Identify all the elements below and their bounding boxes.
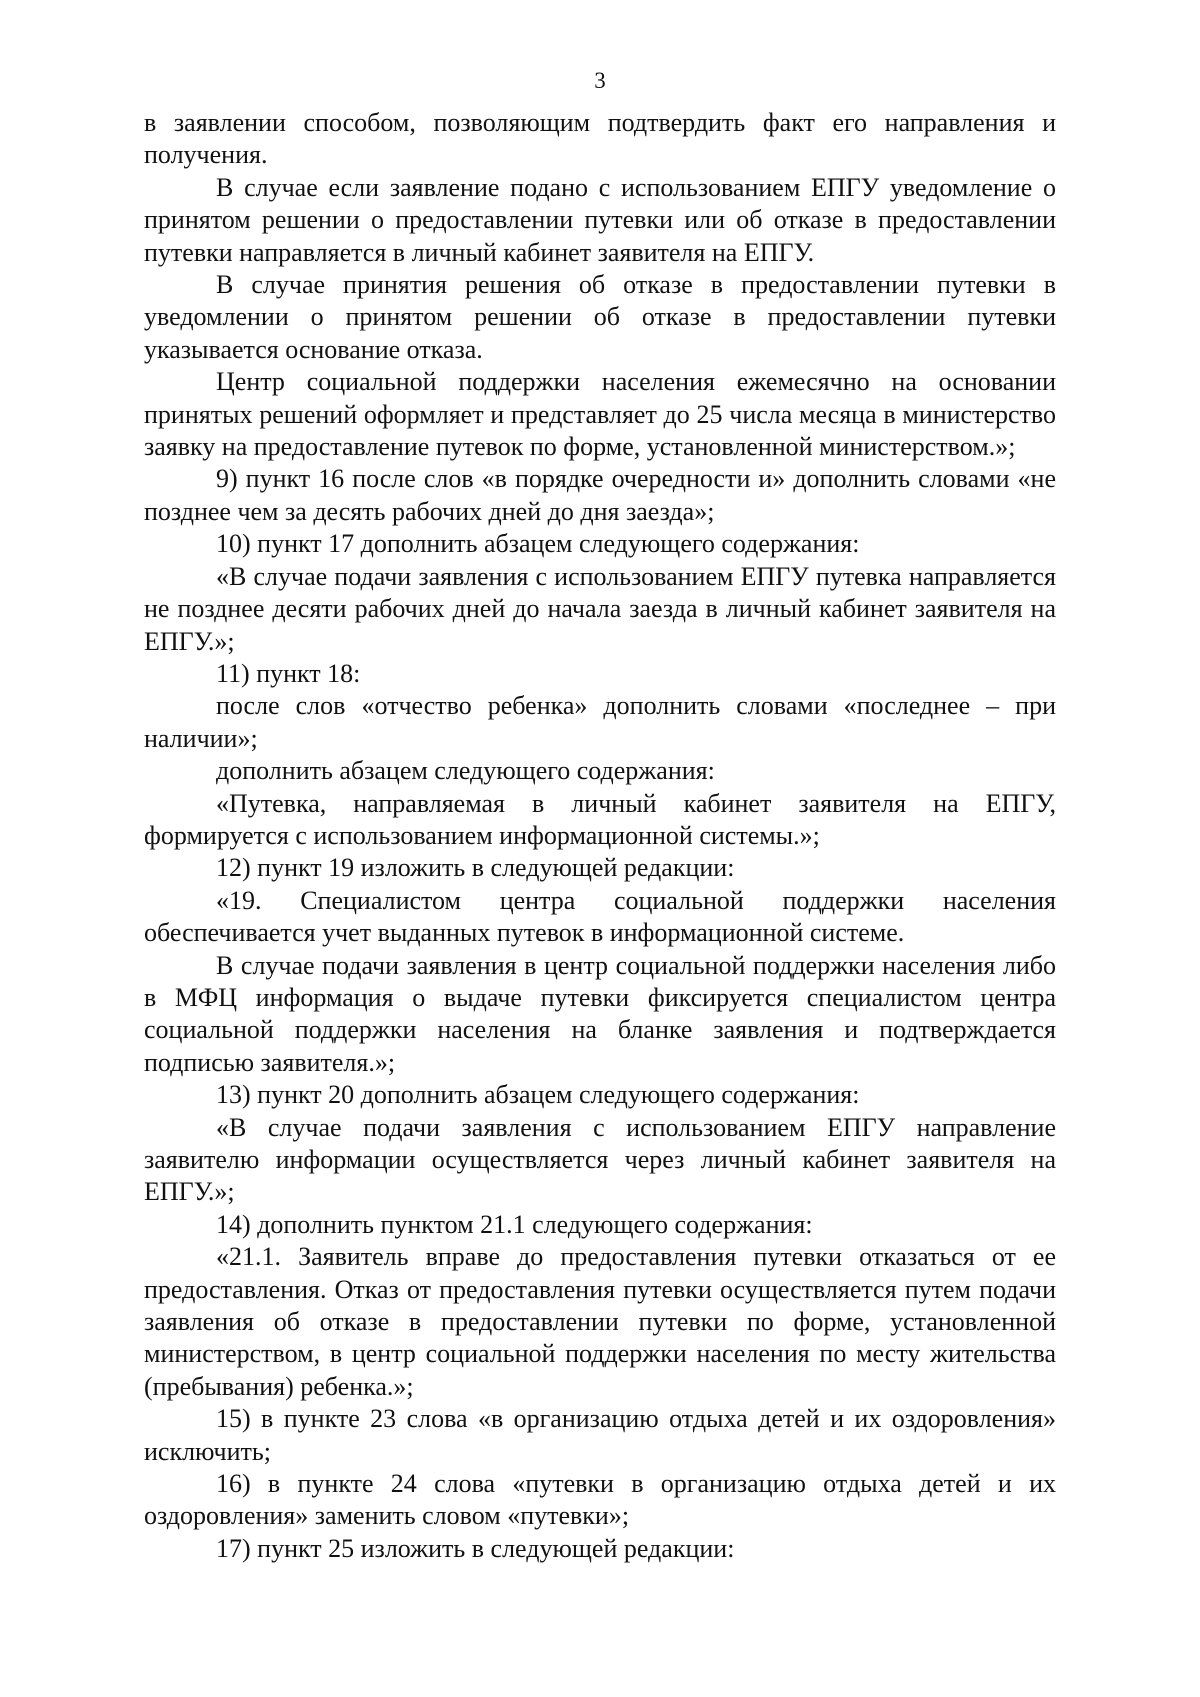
paragraph: В случае если заявление подано с использованием ЕПГУ уведомление о принятом решении о предоставлении путевки или об отказе в предоставлении путевки направляется в личный кабинет заявителя на ЕПГУ. — [144, 172, 1056, 267]
paragraph: 10) пункт 17 дополнить абзацем следующего содержания: — [216, 529, 860, 559]
paragraph: 11) пункт 18: — [216, 658, 361, 688]
paragraph: «21.1. Заявитель вправе до предоставления путевки отказаться от ее предоставления. Отказ от предоставления путевки осуществляется путем подачи заявления об отказе в предоставлении путевки по форме, установленной министерством, в центр социальной поддержки населения по месту жительства (пребывания) ребенка.»; — [144, 1242, 1056, 1401]
paragraph: В случае подачи заявления в центр социальной поддержки населения либо в МФЦ информация о выдаче путевки фиксируется специалистом центра социальной поддержки населения на бланке заявления и подтверждается подписью заявителя.»; — [144, 950, 1056, 1077]
paragraph: «В случае подачи заявления с использованием ЕПГУ путевка направляется не позднее десяти рабочих дней до начала заезда в личный кабинет заявителя на ЕПГУ.»; — [144, 561, 1056, 656]
paragraph: дополнить абзацем следующего содержания: — [216, 756, 715, 786]
paragraph: «В случае подачи заявления с использованием ЕПГУ направление заявителю информации осуществляется через личный кабинет заявителя на ЕПГУ.»; — [144, 1112, 1056, 1207]
paragraph: 14) дополнить пунктом 21.1 следующего содержания: — [216, 1209, 813, 1239]
paragraph: 17) пункт 25 изложить в следующей редакции: — [216, 1533, 735, 1563]
paragraph: 12) пункт 19 изложить в следующей редакции: — [216, 853, 735, 883]
document-body — [144, 107, 1056, 1565]
paragraph: 9) пункт 16 после слов «в порядке очередности и» дополнить словами «не позднее чем за десять рабочих дней до дня заезда»; — [144, 464, 1056, 526]
paragraph: в заявлении способом, позволяющим подтвердить факт его направления и получения. — [144, 108, 1056, 170]
paragraph: 16) в пункте 24 слова «путевки в организацию отдыха детей и их оздоровления» заменить словом «путевки»; — [144, 1469, 1056, 1531]
paragraph: после слов «отчество ребенка» дополнить словами «последнее – при наличии»; — [144, 691, 1056, 753]
paragraph: «Путевка, направляемая в личный кабинет заявителя на ЕПГУ, формируется с использованием информационной системы.»; — [144, 788, 1056, 850]
paragraph: 13) пункт 20 дополнить абзацем следующего содержания: — [216, 1080, 860, 1110]
paragraph: 15) в пункте 23 слова «в организацию отдыха детей и их оздоровления» исключить; — [144, 1404, 1056, 1466]
paragraph: В случае принятия решения об отказе в предоставлении путевки в уведомлении о принятом решении об отказе в предоставлении путевки указывается основание отказа. — [144, 270, 1056, 364]
paragraph: Центр социальной поддержки населения ежемесячно на основании принятых решений оформляет и представляет до 25 числа месяца в министерство заявку на предоставление путевок по форме, установленной министерством.»; — [144, 367, 1056, 462]
paragraph: «19. Специалистом центра социальной поддержки населения обеспечивается учет выданных путевок в информационной системе. — [144, 885, 1056, 948]
page-number: 3 — [594, 68, 606, 93]
